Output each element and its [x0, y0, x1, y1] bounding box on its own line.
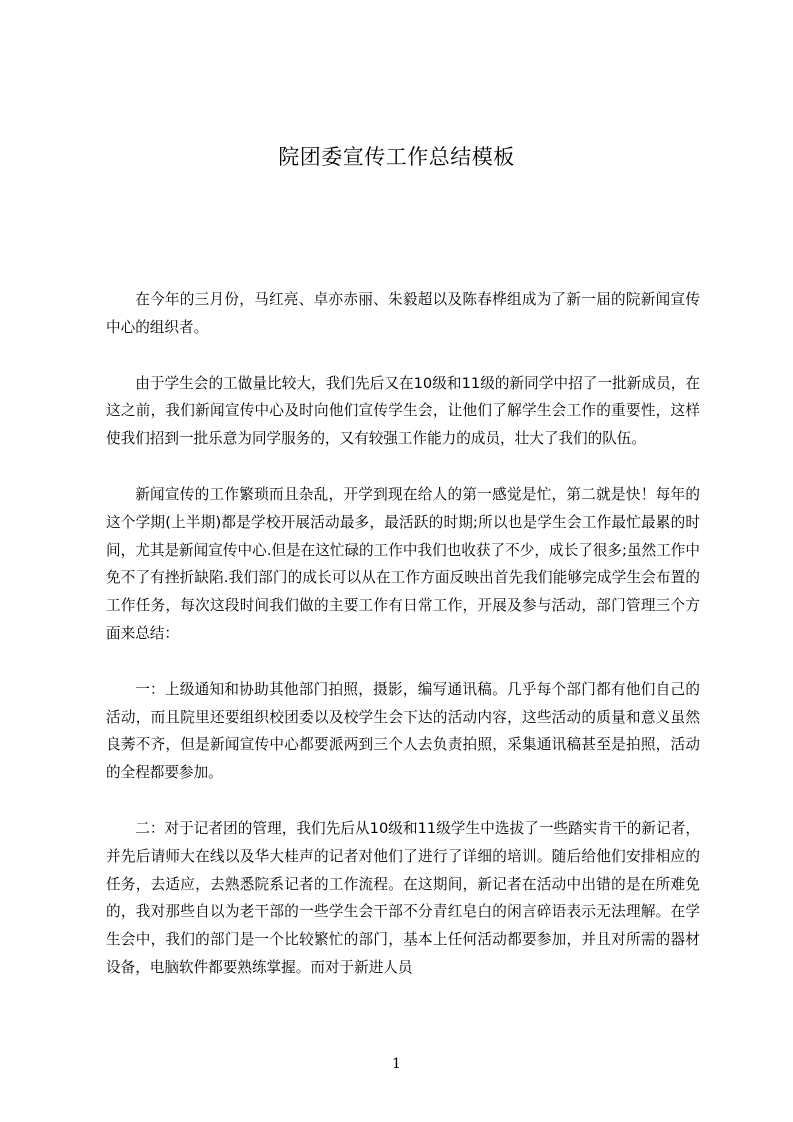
paragraph-4: 一：上级通知和协助其他部门拍照，摄影，编写通讯稿。几乎每个部门都有他们自己的活动，而且院里还要组织校团委以及校学生会下达的活动内容，这些活动的质量和意义虽然良莠不齐，但是新闻宣传中心都要派两到三个人去负责拍照，采集通讯稿甚至是拍照，活动的全程都要参加。: [106, 680, 700, 782]
document-title: 院团委宣传工作总结模板: [278, 145, 515, 169]
paragraph-3: 新闻宣传的工作繁琐而且杂乱，开学到现在给人的第一感觉是忙，第二就是快！每年的这个学期(上半期)都是学校开展活动最多，最活跃的时期;所以也是学生会工作最忙最累的时间，尤其是新闻宣传中心.但是在这忙碌的工作中我们也收获了不少，成长了很多;虽然工作中免不了有挫折缺陷.我们部门的成长可以从在工作方面反映出首先我们能够完成学生会布置的工作任务，每次这段时间我们做的主要工作有日常工作，开展及参与活动，部门管理三个方面来总结：: [106, 485, 700, 642]
paragraph-5: 二：对于记者团的管理，我们先后从10级和11级学生中选拔了一些踏实肯干的新记者，并先后请师大在线以及华大桂声的记者对他们了进行了详细的培训。随后给他们安排相应的任务，去适应，去熟悉院系记者的工作流程。在这期间，新记者在活动中出错的是在所难免的，我对那些自以为老干部的一些学生会干部不分青红皂白的闲言碎语表示无法理解。在学生会中，我们的部门是一个比较繁忙的部门，基本上任何活动都要参加，并且对所需的器材设备，电脑软件都要熟练掌握。而对于新进人员: [106, 819, 700, 976]
paragraph-1: 在今年的三月份，马红亮、卓亦赤丽、朱毅超以及陈春桦组成为了新一届的院新闻宣传中心的组织者。: [106, 291, 700, 336]
document-body: [106, 286, 700, 1010]
paragraph-2: 由于学生会的工做量比较大，我们先后又在10级和11级的新同学中招了一批新成员，在这之前，我们新闻宣传中心及时向他们宣传学生会，让他们了解学生会工作的重要性，这样使我们招到一批乐意为同学服务的，又有较强工作能力的成员，壮大了我们的队伍。: [106, 374, 700, 448]
page-number: 1: [392, 1056, 401, 1072]
